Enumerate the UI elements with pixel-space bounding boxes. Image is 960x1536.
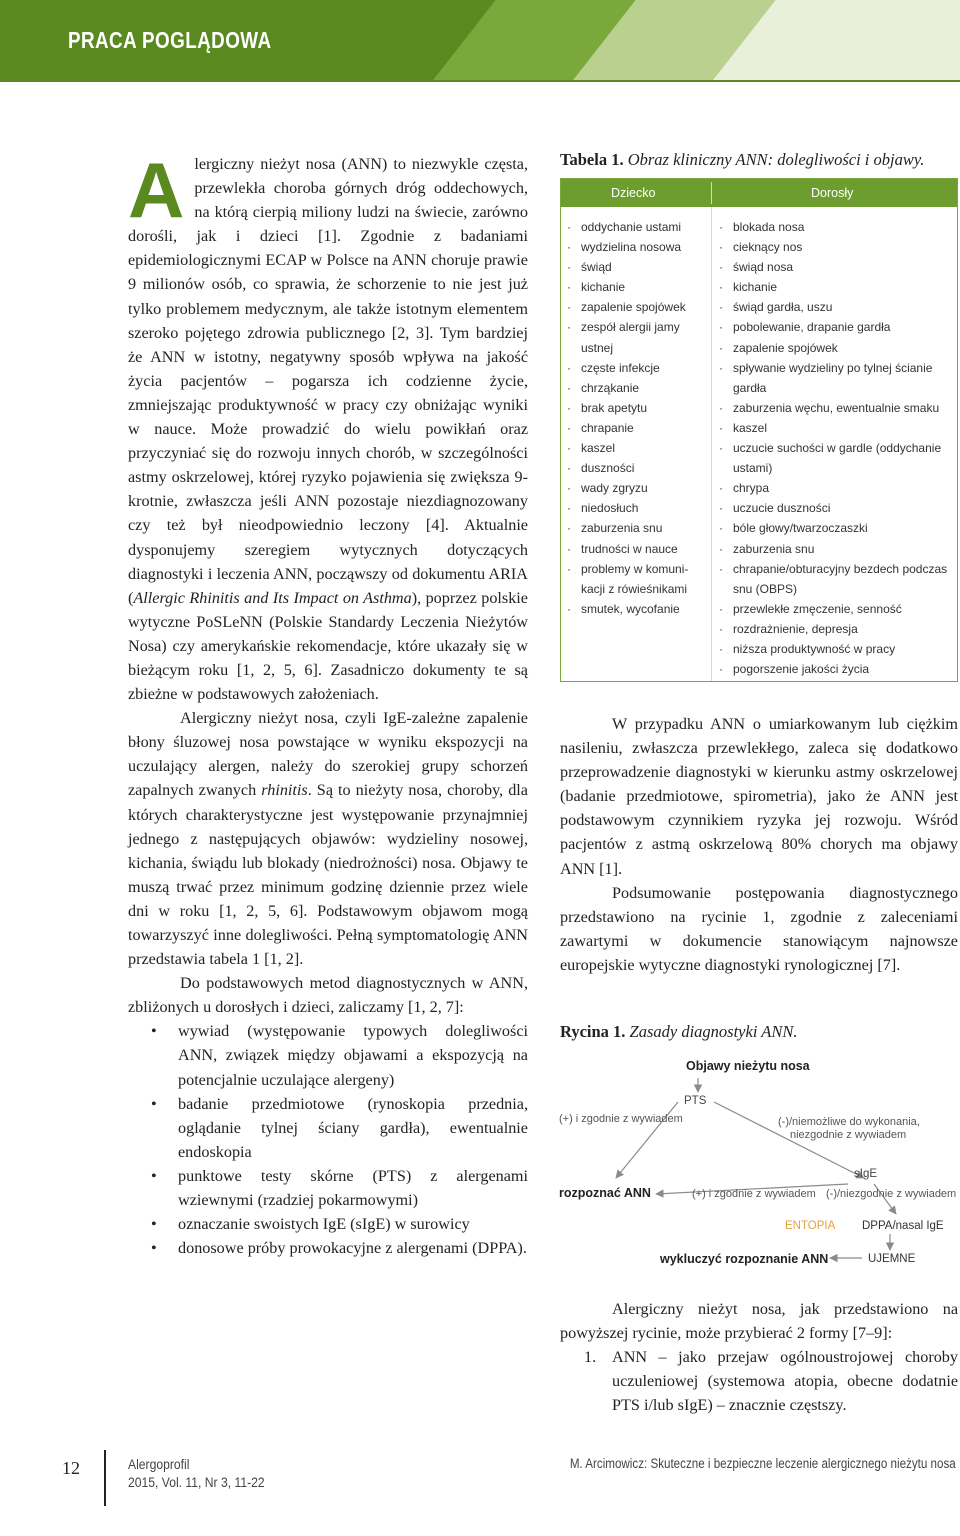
bullet-dot-icon: · bbox=[567, 400, 571, 415]
table-caption bbox=[560, 150, 960, 170]
adult-symptom-row bbox=[719, 257, 955, 277]
adult-symptom-text: uczucie suchości w gardle (oddychanie bbox=[733, 441, 942, 456]
child-symptom-text: chrząkanie bbox=[581, 380, 640, 395]
node-negative: UJEMNE bbox=[868, 1253, 916, 1265]
child-symptom-text: kaszel bbox=[581, 441, 616, 456]
rhinitis-term: rhinitis bbox=[261, 781, 308, 800]
methods-list bbox=[128, 1019, 528, 1260]
bullet-dot-icon: · bbox=[567, 521, 571, 536]
adult-symptom-row bbox=[719, 398, 955, 418]
adult-symptom-row bbox=[719, 579, 955, 599]
child-symptom-row bbox=[567, 237, 707, 257]
child-symptom-text: kichanie bbox=[581, 280, 626, 295]
adult-symptom-text: niższa produktywność w pracy bbox=[733, 641, 896, 656]
bullet-dot-icon: · bbox=[567, 260, 571, 275]
bullet-dot-icon: · bbox=[567, 220, 571, 234]
child-symptom-text: częste infekcje bbox=[581, 360, 660, 375]
adult-symptom-text: ustami) bbox=[733, 461, 773, 476]
child-symptom-row bbox=[567, 539, 707, 559]
bullet-dot-icon: · bbox=[719, 340, 723, 355]
column-header-child: Dziecko bbox=[611, 186, 656, 200]
adult-symptom-text: gardła bbox=[733, 380, 767, 395]
label-negative-line1: (-)/niemożliwe do wykonania, bbox=[778, 1116, 920, 1128]
definition-paragraph bbox=[128, 706, 528, 971]
list-item bbox=[151, 1164, 528, 1212]
adult-symptom-text: rozdrażnienie, depresja bbox=[733, 621, 858, 636]
adult-symptom-text: kichanie bbox=[733, 280, 778, 295]
adult-symptom-row bbox=[719, 358, 955, 378]
page-footer bbox=[0, 1440, 960, 1536]
bullet-dot-icon: · bbox=[719, 240, 723, 255]
adult-symptom-row bbox=[719, 518, 955, 538]
bullet-dot-icon: · bbox=[567, 461, 571, 476]
child-symptom-row bbox=[567, 478, 707, 498]
child-symptom-text: kacji z rówieśnikami bbox=[581, 581, 688, 596]
list-item-text: oznaczanie swoistych IgE (sIgE) w surowicy bbox=[178, 1215, 470, 1234]
node-pts: PTS bbox=[684, 1095, 707, 1107]
list-item bbox=[584, 1345, 958, 1417]
bullet-dot-icon: · bbox=[719, 420, 723, 435]
definition-text-end: . Są to nieżyty nosa, choroby, dla których charakterystyczne jest występowanie przynajmniej jednego z następujących objawów: wydzieliny nosowej, kichania, świądu lub blokady (niedrożności) nosa. Objawy te muszą trwać przez minimum godzinę dziennie przez wiele dni w roku [1, 2, 5, 6]. Podstawowym objawom mogą towarzyszyć inne dolegliwości. Pełną symptomatologię ANN przedstawia tabela 1 [1, 2]. bbox=[128, 781, 528, 969]
adult-symptom-text: kaszel bbox=[733, 420, 768, 435]
child-symptom-row bbox=[567, 438, 707, 458]
intro-text: lergiczny nieżyt nosa (ANN) to niezwykle częsta, przewlekła choroba górnych dróg oddechowych, na którą cierpią miliony ludzi na świecie, zarówno dorośli, jak i dzieci [1]. Zgodnie z badaniami epidemiologicznymi ECAP w Polsce na ANN choruje prawie 9 milionów osób, co sprawia, że schorzenie to nie jest już tylko problemem medycznym, ale także istotnym elementem szeroko pojętego zdrowia publicznego [2, 3]. Tym bardziej że ANN w istotny, negatywny sposób wpływa na jakość życia pacjentów – pogarsza ich codzienne życie, zmniejszając produktywność w pracy czy obniżając wyniki w nauce. Może prowadzić do wielu powikłań oraz przyczyniać się do rozwoju innych chorób, w szczególności astmy oskrzelowej, której ryzyko pojawienia się zwiększa 9-krotnie, zwłaszcza jeśli ANN pozostaje niezdiagnozowany czy też był nieodpowiednio leczony [4]. Aktualnie dysponujemy szeregiem wytycznych dotyczących diagnostyki i leczenia ANN, począwszy od dokumentu ARIA ( bbox=[128, 155, 528, 607]
bullet-dot-icon: · bbox=[567, 280, 571, 295]
intro-paragraph bbox=[128, 146, 528, 706]
figure-caption-label: Rycina 1. bbox=[560, 1022, 626, 1041]
node-sige: sIgE bbox=[854, 1168, 878, 1180]
methods-paragraph: Do podstawowych metod diagnostycznych w ANN, zbliżonych u dorosłych i dzieci, zaliczamy [1, 2, 7]: bbox=[128, 974, 528, 1017]
summary-paragraph: Podsumowanie postępowania diagnostycznego przedstawiono na rycinie 1, zgodnie z zaleceniami zawartymi w dokumencie stanowiącym najnowsze europejskie wytyczne diagnostyki rynologicznej [7]. bbox=[560, 883, 958, 974]
figure-caption bbox=[560, 1022, 797, 1042]
node-symptoms: Objawy nieżytu nosa bbox=[686, 1059, 810, 1073]
list-item-text: wywiad (występowanie typowych dolegliwości ANN, związek między objawami a ekspozycją na potencjalnie uczulające alergeny) bbox=[178, 1022, 528, 1089]
list-item-text: badanie przedmiotowe (rynoskopia przednia, oglądanie tylnej ściany gardła), ewentualnie endoskopia bbox=[178, 1094, 528, 1161]
definition-text: Alergiczny nieżyt nosa, czyli IgE-zależne zapalenie błony śluzowej nosa powstające w wyniku ekspozycji na uczulający alergen, należy do szerokiej grupy schorzeń zapalnych zwanych bbox=[128, 709, 528, 800]
bullet-dot-icon: · bbox=[719, 501, 723, 516]
bullet-dot-icon: · bbox=[719, 260, 723, 275]
drop-cap: A bbox=[128, 146, 185, 234]
right-column-text bbox=[560, 712, 958, 977]
bullet-dot-icon: · bbox=[719, 541, 723, 556]
label-positive-history: (+) i zgodnie z wywiadem bbox=[559, 1113, 683, 1125]
figure-caption-text: Zasady diagnostyki ANN. bbox=[629, 1022, 798, 1041]
child-symptom-text: oddychanie ustami bbox=[581, 220, 682, 234]
child-symptom-text: wydzielina nosowa bbox=[581, 240, 682, 255]
adult-symptom-row bbox=[719, 539, 955, 559]
label-positive-history-2: (+) i zgodnie z wywiadem bbox=[692, 1188, 816, 1200]
bullet-dot-icon: · bbox=[719, 220, 723, 234]
adult-symptom-text: zaburzenia węchu, ewentualnie smaku bbox=[733, 400, 940, 415]
adult-symptom-row bbox=[719, 639, 955, 659]
bullet-dot-icon: · bbox=[567, 441, 571, 456]
bullet-dot-icon: · bbox=[719, 400, 723, 415]
bullet-dot-icon: · bbox=[719, 360, 723, 375]
adult-symptom-row bbox=[719, 559, 955, 579]
right-column-text-2 bbox=[560, 1297, 958, 1417]
symptoms-table bbox=[560, 178, 958, 682]
child-symptom-row bbox=[567, 217, 707, 237]
bullet-dot-icon: · bbox=[719, 601, 723, 616]
table-caption-text: Obraz kliniczny ANN: dolegliwości i objawy. bbox=[627, 150, 925, 169]
bullet-dot-icon: · bbox=[567, 380, 571, 395]
adult-symptom-text: pogorszenie jakości życia bbox=[733, 662, 870, 677]
bullet-dot-icon: · bbox=[719, 441, 723, 456]
child-symptom-row bbox=[567, 518, 707, 538]
list-item-text: donosowe próby prowokacyjne z alergenami (DPPA). bbox=[178, 1239, 527, 1258]
adult-symptom-row bbox=[719, 217, 955, 237]
diagnostic-flowchart bbox=[556, 1050, 960, 1280]
list-item bbox=[151, 1092, 528, 1164]
header-divider bbox=[711, 182, 712, 204]
adult-symptom-text: zaburzenia snu bbox=[733, 541, 815, 556]
forms-paragraph: Alergiczny nieżyt nosa, jak przedstawiono na powyższej rycinie, może przybierać 2 formy [7–9]: bbox=[560, 1300, 958, 1343]
child-symptom-row bbox=[567, 317, 707, 337]
child-symptom-row bbox=[567, 257, 707, 277]
adult-symptoms-column bbox=[719, 217, 955, 679]
adult-symptom-row bbox=[719, 619, 955, 639]
node-diagnose: rozpoznać ANN bbox=[559, 1186, 651, 1200]
page-header-banner bbox=[0, 0, 960, 82]
column-divider bbox=[711, 207, 712, 681]
adult-symptom-row bbox=[719, 478, 955, 498]
adult-symptom-text: bóle głowy/twarzoczaszki bbox=[733, 521, 868, 536]
bullet-dot-icon: · bbox=[567, 360, 571, 375]
list-item-text: punktowe testy skórne (PTS) z alergenami wziewnymi (rzadziej pokarmowymi) bbox=[178, 1166, 528, 1210]
adult-symptom-text: snu (OBPS) bbox=[733, 581, 798, 596]
adult-symptom-row bbox=[719, 237, 955, 257]
bullet-dot-icon: · bbox=[719, 300, 723, 315]
child-symptom-text: problemy w komuni- bbox=[581, 561, 689, 576]
bullet-icon: • bbox=[151, 1239, 157, 1258]
adult-symptom-row bbox=[719, 378, 955, 398]
bullet-dot-icon: · bbox=[567, 320, 571, 335]
list-number: 1. bbox=[584, 1348, 597, 1367]
bullet-icon: • bbox=[151, 1094, 157, 1113]
adult-symptom-row bbox=[719, 418, 955, 438]
child-symptom-row bbox=[567, 458, 707, 478]
journal-volume: 2015, Vol. 11, Nr 3, 11-22 bbox=[128, 1475, 265, 1490]
page-number: 12 bbox=[62, 1458, 80, 1478]
list-item bbox=[151, 1019, 528, 1091]
adult-symptom-text: chrapanie/obturacyjny bezdech podczas bbox=[733, 561, 948, 576]
adult-symptom-text: pobolewanie, drapanie gardła bbox=[733, 320, 891, 335]
bullet-icon: • bbox=[151, 1022, 157, 1041]
bullet-dot-icon: · bbox=[567, 420, 571, 435]
adult-symptom-text: uczucie duszności bbox=[733, 501, 831, 516]
section-title: PRACA POGLĄDOWA bbox=[68, 27, 272, 53]
child-symptom-text: zaburzenia snu bbox=[581, 521, 663, 536]
aria-full-name: Allergic Rhinitis and Its Impact on Asthma bbox=[133, 588, 412, 607]
adult-symptom-row bbox=[719, 498, 955, 518]
adult-symptom-text: zapalenie spojówek bbox=[733, 340, 838, 355]
label-negative-history-2: (-)/niezgodnie z wywiadem bbox=[826, 1188, 957, 1200]
child-symptom-text: świąd bbox=[581, 260, 612, 275]
adult-symptom-text: blokada nosa bbox=[733, 220, 805, 234]
bullet-dot-icon: · bbox=[567, 541, 571, 556]
asthma-paragraph: W przypadku ANN o umiarkowanym lub ciężkim nasileniu, zwłaszcza przewlekłego, zaleca się dodatkowo przeprowadzenie diagnostyki w kierunku astmy oskrzelowej (badanie przedmiotowe, spirometria), jako że ANN jest podstawowym czynnikiem ryzyka jej rozwoju. Wśród pacjentów z astmą oskrzelową 80% chorych ma objawy ANN [1]. bbox=[560, 715, 958, 878]
table-caption-label: Tabela 1. bbox=[560, 150, 624, 169]
child-symptom-text: ustnej bbox=[581, 340, 614, 355]
list-item bbox=[151, 1212, 528, 1236]
bullet-dot-icon: · bbox=[719, 621, 723, 636]
child-symptom-row bbox=[567, 277, 707, 297]
bullet-dot-icon: · bbox=[719, 320, 723, 335]
node-exclude: wykluczyć rozpoznanie ANN bbox=[660, 1252, 829, 1266]
child-symptom-text: niedosłuch bbox=[581, 501, 639, 516]
child-symptom-row bbox=[567, 358, 707, 378]
bullet-dot-icon: · bbox=[567, 561, 571, 576]
intro-text-end: ), poprzez polskie wytyczne PoSLeNN (Polskie Standardy Leczenia Nieżytów Nosa) czy amerykańskie rekomendacje, które ukazały się w bieżącym roku [1, 2, 5, 6]. Zasadniczo dokumenty te są zbieżne w podstawowych założeniach. bbox=[128, 588, 528, 704]
child-symptom-row bbox=[567, 579, 707, 599]
adult-symptom-row bbox=[719, 338, 955, 358]
adult-symptom-row bbox=[719, 277, 955, 297]
bullet-dot-icon: · bbox=[567, 481, 571, 496]
child-symptom-row bbox=[567, 378, 707, 398]
column-header-adult: Dorosły bbox=[811, 186, 854, 200]
child-symptom-text: brak apetytu bbox=[581, 400, 648, 415]
bullet-dot-icon: · bbox=[719, 521, 723, 536]
forms-list bbox=[560, 1345, 958, 1417]
child-symptom-row bbox=[567, 297, 707, 317]
journal-info bbox=[128, 1456, 265, 1492]
child-symptom-row bbox=[567, 599, 707, 619]
child-symptom-row bbox=[567, 338, 707, 358]
bullet-dot-icon: · bbox=[567, 240, 571, 255]
adult-symptom-text: cieknący nos bbox=[733, 240, 803, 255]
left-column bbox=[128, 146, 528, 1260]
child-symptom-text: wady zgryzu bbox=[581, 481, 648, 496]
running-title: M. Arcimowicz: Skuteczne i bezpieczne leczenie alergicznego nieżytu nosa bbox=[570, 1456, 956, 1471]
bullet-dot-icon: · bbox=[567, 501, 571, 516]
node-entopia: ENTOPIA bbox=[785, 1220, 836, 1232]
footer-divider bbox=[104, 1450, 106, 1506]
adult-symptom-row bbox=[719, 599, 955, 619]
bullet-icon: • bbox=[151, 1166, 157, 1185]
node-dppa: DPPA/nasal IgE bbox=[862, 1220, 944, 1232]
label-negative-line2: niezgodnie z wywiadem bbox=[790, 1129, 907, 1141]
adult-symptom-row bbox=[719, 317, 955, 337]
child-symptom-row bbox=[567, 559, 707, 579]
child-symptom-text: duszności bbox=[581, 461, 635, 476]
bullet-dot-icon: · bbox=[567, 300, 571, 315]
adult-symptom-text: świąd nosa bbox=[733, 260, 794, 275]
child-symptom-text: smutek, wycofanie bbox=[581, 601, 680, 616]
child-symptom-text: zespół alergii jamy bbox=[581, 320, 680, 335]
bullet-dot-icon: · bbox=[719, 662, 723, 677]
child-symptom-row bbox=[567, 398, 707, 418]
adult-symptom-row bbox=[719, 458, 955, 478]
bullet-icon: • bbox=[151, 1215, 157, 1234]
child-symptoms-column bbox=[567, 217, 707, 619]
bullet-dot-icon: · bbox=[719, 641, 723, 656]
child-symptom-text: chrapanie bbox=[581, 420, 634, 435]
adult-symptom-text: chrypa bbox=[733, 481, 770, 496]
list-item-text: ANN – jako przejaw ogólnoustrojowej choroby uczuleniowej (systemowa atopia, obecne dodatnie PTS i/lub sIgE) – znacznie częstszy. bbox=[612, 1348, 958, 1415]
child-symptom-text: trudności w nauce bbox=[581, 541, 678, 556]
adult-symptom-text: przewlekłe zmęczenie, senność bbox=[733, 601, 902, 616]
child-symptom-text: zapalenie spojówek bbox=[581, 300, 686, 315]
adult-symptom-text: świąd gardła, uszu bbox=[733, 300, 833, 315]
bullet-dot-icon: · bbox=[719, 481, 723, 496]
table-header bbox=[561, 179, 957, 207]
adult-symptom-row bbox=[719, 659, 955, 679]
bullet-dot-icon: · bbox=[567, 601, 571, 616]
journal-name: Alergoprofil bbox=[128, 1457, 190, 1472]
child-symptom-row bbox=[567, 498, 707, 518]
bullet-dot-icon: · bbox=[719, 561, 723, 576]
bullet-dot-icon: · bbox=[719, 280, 723, 295]
adult-symptom-text: spływanie wydzieliny po tylnej ścianie bbox=[733, 360, 933, 375]
list-item bbox=[151, 1236, 528, 1260]
adult-symptom-row bbox=[719, 297, 955, 317]
adult-symptom-row bbox=[719, 438, 955, 458]
child-symptom-row bbox=[567, 418, 707, 438]
